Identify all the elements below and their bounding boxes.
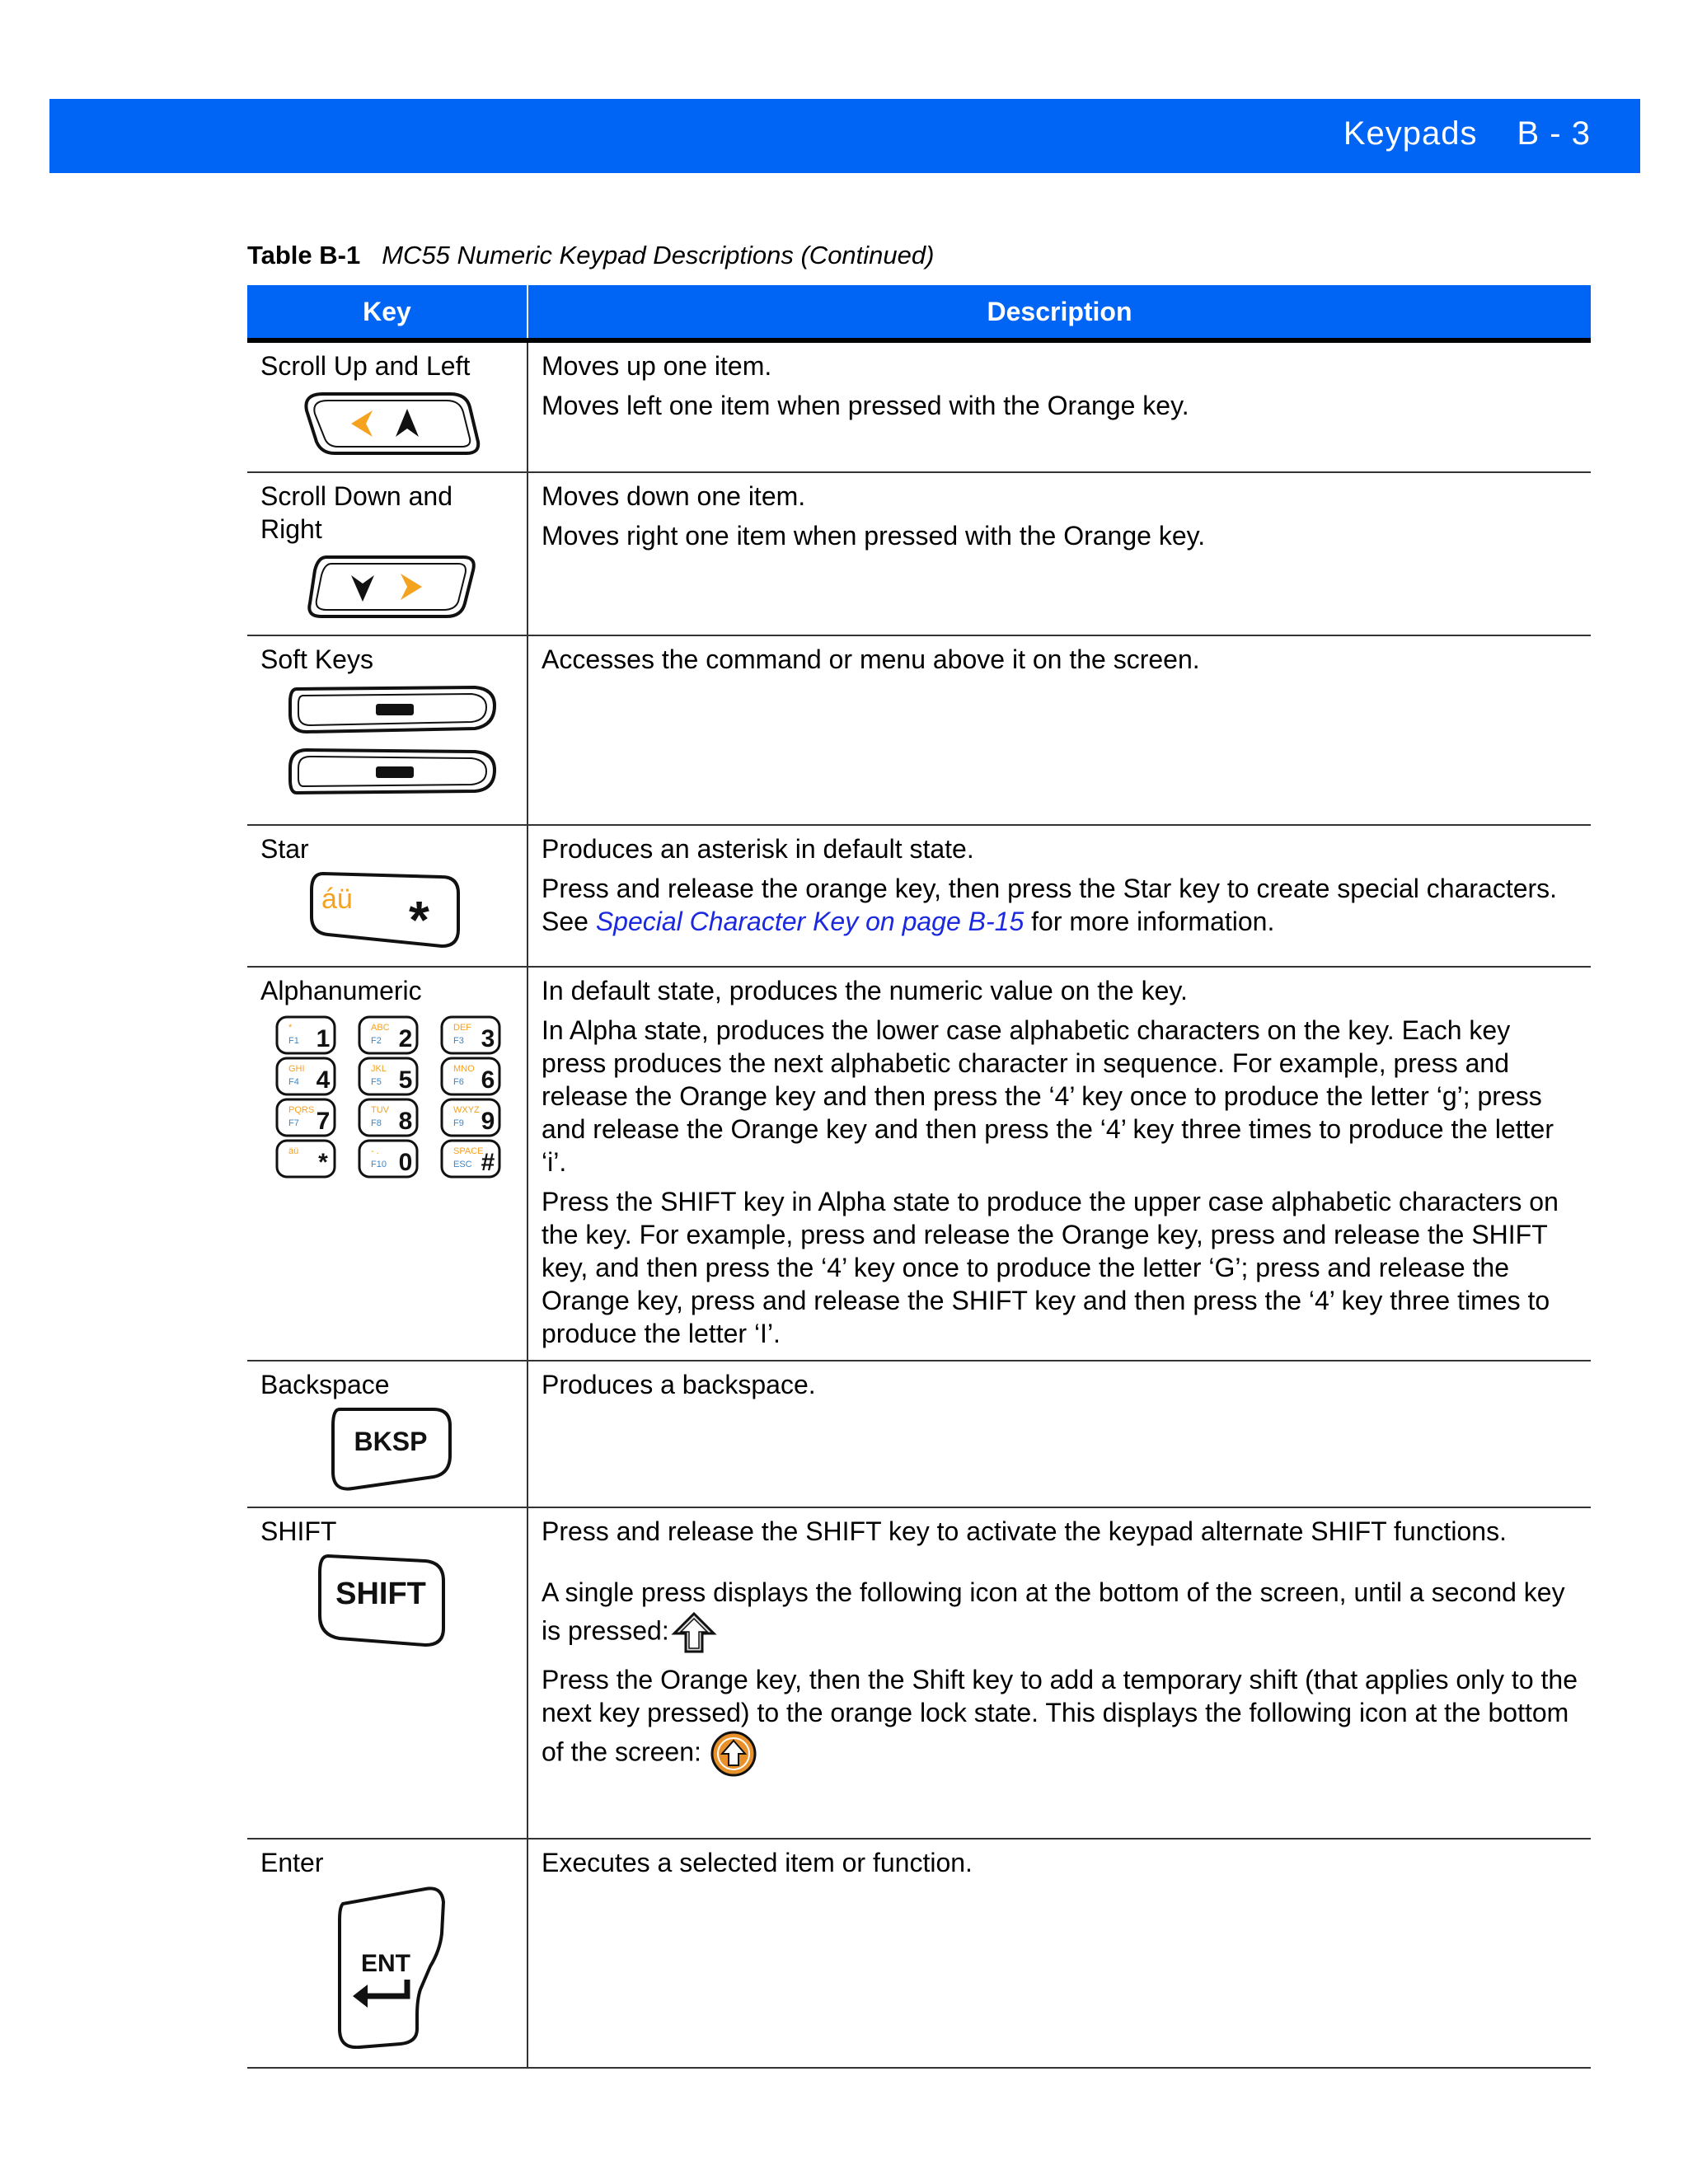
alphanumeric-keypad-icon bbox=[260, 1012, 516, 1185]
keypad-key bbox=[359, 1099, 417, 1136]
key-cell bbox=[247, 1361, 528, 1507]
shift-arrow-icon bbox=[669, 1609, 719, 1657]
description-text: Executes a selected item or function. bbox=[542, 1848, 973, 1877]
keypad-key-number: 2 bbox=[398, 1025, 413, 1052]
key-name: Backspace bbox=[260, 1370, 390, 1399]
keypad-key-function: F4 bbox=[288, 1077, 299, 1087]
soft-key-icon bbox=[260, 681, 516, 738]
description-text: In Alpha state, produces the lower case alphabetic characters on the key. Each key press produces the next alphabetic character in sequence. For example, press and release the Orange key and then press the ‘4’ key once to produce the letter ‘g’; press and release the Orange key and then press the ‘4’ key three times to produce the letter ‘i’. bbox=[542, 1015, 1554, 1177]
keypad-key-number: # bbox=[481, 1149, 495, 1176]
keypad-key-letters: WXYZ bbox=[453, 1105, 480, 1115]
keypad-key-function: F6 bbox=[453, 1077, 464, 1087]
keypad-key-function: F3 bbox=[453, 1036, 464, 1046]
page-header-bar bbox=[49, 99, 1640, 173]
keypad-key-function: F8 bbox=[371, 1118, 382, 1128]
key-name: Alphanumeric bbox=[260, 976, 422, 1005]
column-header-description: Description bbox=[528, 285, 1591, 340]
keypad-key-letters: * bbox=[288, 1023, 293, 1033]
enter-label: ENT bbox=[361, 1950, 410, 1977]
key-cell bbox=[247, 825, 528, 967]
keypad-key bbox=[442, 1058, 499, 1094]
keypad-key-letters: SPACE bbox=[453, 1146, 484, 1156]
keypad-key-number: 3 bbox=[481, 1025, 495, 1052]
table-row bbox=[247, 472, 1591, 635]
keypad-key-function: F5 bbox=[371, 1077, 382, 1087]
description-text-part: A single press displays the following icon at the bottom of the screen, until a second key is pressed: bbox=[542, 1577, 1565, 1646]
keypad-key-number: 9 bbox=[481, 1108, 495, 1135]
keypad-table bbox=[247, 285, 1591, 2069]
star-alt-label: áü bbox=[321, 883, 353, 915]
keypad-key bbox=[277, 1141, 335, 1177]
keypad-key-number: 0 bbox=[398, 1149, 413, 1176]
keypad-key bbox=[359, 1058, 417, 1094]
keypad-key-number: 6 bbox=[481, 1066, 495, 1094]
shift-key-icon bbox=[260, 1553, 516, 1652]
table-label: Table B-1 bbox=[247, 241, 361, 269]
description-text: Moves left one item when pressed with the Orange key. bbox=[542, 391, 1189, 420]
scroll-up-left-key-icon bbox=[260, 387, 516, 462]
keypad-key-letters: ABC bbox=[371, 1023, 390, 1033]
keypad-key-letters: - . bbox=[371, 1146, 379, 1156]
description-cell bbox=[528, 472, 1591, 635]
keypad-key bbox=[442, 1099, 499, 1136]
page-number: B - 3 bbox=[1517, 115, 1591, 152]
keypad-key-number: 1 bbox=[316, 1025, 331, 1052]
key-cell bbox=[247, 1507, 528, 1839]
description-text: Moves right one item when pressed with the Orange key. bbox=[542, 521, 1206, 551]
key-name: SHIFT bbox=[260, 1516, 337, 1546]
keypad-key-letters: GHI bbox=[288, 1064, 305, 1074]
keypad-key-function: F10 bbox=[371, 1160, 387, 1169]
keypad-key-letters: PQRS bbox=[288, 1105, 315, 1115]
keypad-key bbox=[442, 1141, 499, 1177]
page-header-text bbox=[1343, 115, 1591, 152]
description-text: Press and release the SHIFT key to activate the keypad alternate SHIFT functions. bbox=[542, 1516, 1507, 1546]
key-name: Soft Keys bbox=[260, 644, 373, 674]
description-text: In default state, produces the numeric value on the key. bbox=[542, 976, 1188, 1005]
keypad-key-number: 4 bbox=[316, 1066, 331, 1094]
key-name: Scroll Down and Right bbox=[260, 481, 452, 544]
soft-key-icon bbox=[260, 743, 516, 801]
star-key-icon bbox=[260, 870, 516, 953]
section-title: Keypads bbox=[1343, 115, 1478, 152]
description-cell bbox=[528, 1361, 1591, 1507]
keypad-key-letters: DEF bbox=[453, 1023, 471, 1033]
key-name: Star bbox=[260, 834, 309, 864]
description-cell bbox=[528, 635, 1591, 825]
keypad-key-number: 7 bbox=[316, 1108, 331, 1135]
table-header-row bbox=[247, 285, 1591, 340]
table-row bbox=[247, 967, 1591, 1361]
description-text: Produces an asterisk in default state. bbox=[542, 834, 974, 864]
keypad-key-letters: MNO bbox=[453, 1064, 475, 1074]
keypad-key-function: F2 bbox=[371, 1036, 382, 1046]
table-row bbox=[247, 825, 1591, 967]
description-text-part: Press and release the orange key, then press the Star key to create special characters. See bbox=[542, 874, 1558, 936]
description-text: Produces a backspace. bbox=[542, 1370, 816, 1399]
description-text-part: Press the Orange key, then the Shift key to add a temporary shift (that applies only to the next key pressed) to the orange lock state. This displays the following icon at the bottom of the screen: bbox=[542, 1665, 1578, 1767]
table-caption bbox=[247, 241, 934, 270]
description-text-part: for more information. bbox=[1024, 907, 1275, 936]
description-cell bbox=[528, 1507, 1591, 1839]
table-row bbox=[247, 1361, 1591, 1507]
description-cell bbox=[528, 967, 1591, 1361]
description-text: Moves down one item. bbox=[542, 481, 806, 511]
key-cell bbox=[247, 1839, 528, 2068]
table-row bbox=[247, 1839, 1591, 2068]
keypad-key bbox=[277, 1017, 335, 1053]
description-text: Moves up one item. bbox=[542, 351, 772, 381]
key-cell bbox=[247, 340, 528, 472]
keypad-key bbox=[277, 1058, 335, 1094]
keypad-key-function: F1 bbox=[288, 1036, 299, 1046]
scroll-down-right-key-icon bbox=[260, 551, 516, 625]
table-title: MC55 Numeric Keypad Descriptions (Continued) bbox=[382, 241, 935, 269]
backspace-key-icon bbox=[260, 1406, 516, 1492]
table-row bbox=[247, 1507, 1591, 1839]
orange-shift-lock-icon bbox=[709, 1729, 758, 1779]
description-cell bbox=[528, 1839, 1591, 2068]
table-row bbox=[247, 340, 1591, 472]
key-name: Scroll Up and Left bbox=[260, 351, 471, 381]
description-text bbox=[542, 1663, 1578, 1779]
special-character-key-link[interactable]: Special Character Key on page B-15 bbox=[595, 907, 1025, 936]
description-text: Accesses the command or menu above it on the screen. bbox=[542, 644, 1200, 674]
keypad-key-letters: äü bbox=[288, 1146, 299, 1156]
keypad-key bbox=[442, 1017, 499, 1053]
column-header-key: Key bbox=[247, 285, 528, 340]
keypad-key-letters: TUV bbox=[371, 1105, 389, 1115]
keypad-key-number: 8 bbox=[398, 1108, 413, 1135]
keypad-key-function: ESC bbox=[453, 1160, 472, 1169]
keypad-key-function: F9 bbox=[453, 1118, 464, 1128]
keypad-key bbox=[359, 1017, 417, 1053]
description-cell bbox=[528, 340, 1591, 472]
keypad-key-function: F7 bbox=[288, 1118, 299, 1128]
key-cell bbox=[247, 472, 528, 635]
key-cell bbox=[247, 635, 528, 825]
key-cell bbox=[247, 967, 528, 1361]
shift-label: SHIFT bbox=[335, 1577, 426, 1611]
keypad-key bbox=[359, 1141, 417, 1177]
keypad-key bbox=[277, 1099, 335, 1136]
backspace-label: BKSP bbox=[354, 1427, 428, 1456]
keypad-key-letters: JKL bbox=[371, 1064, 387, 1074]
description-text bbox=[542, 1576, 1578, 1657]
table-row bbox=[247, 635, 1591, 825]
star-main-label: * bbox=[409, 890, 429, 949]
enter-key-icon bbox=[260, 1884, 516, 2049]
keypad-key-number: 5 bbox=[398, 1066, 413, 1094]
description-text: Press the SHIFT key in Alpha state to produce the upper case alphabetic characters on the key. For example, press and release the Orange key, press and release the SHIFT key, and then press the ‘4’ key once to produce the letter ‘G’; press and release the Orange key, press and release the SHIFT key and then press the ‘4’ key three times to produce the letter ‘I’. bbox=[542, 1187, 1559, 1348]
key-name: Enter bbox=[260, 1848, 324, 1877]
description-cell bbox=[528, 825, 1591, 967]
keypad-key-number: * bbox=[318, 1149, 328, 1176]
description-text bbox=[542, 872, 1578, 938]
